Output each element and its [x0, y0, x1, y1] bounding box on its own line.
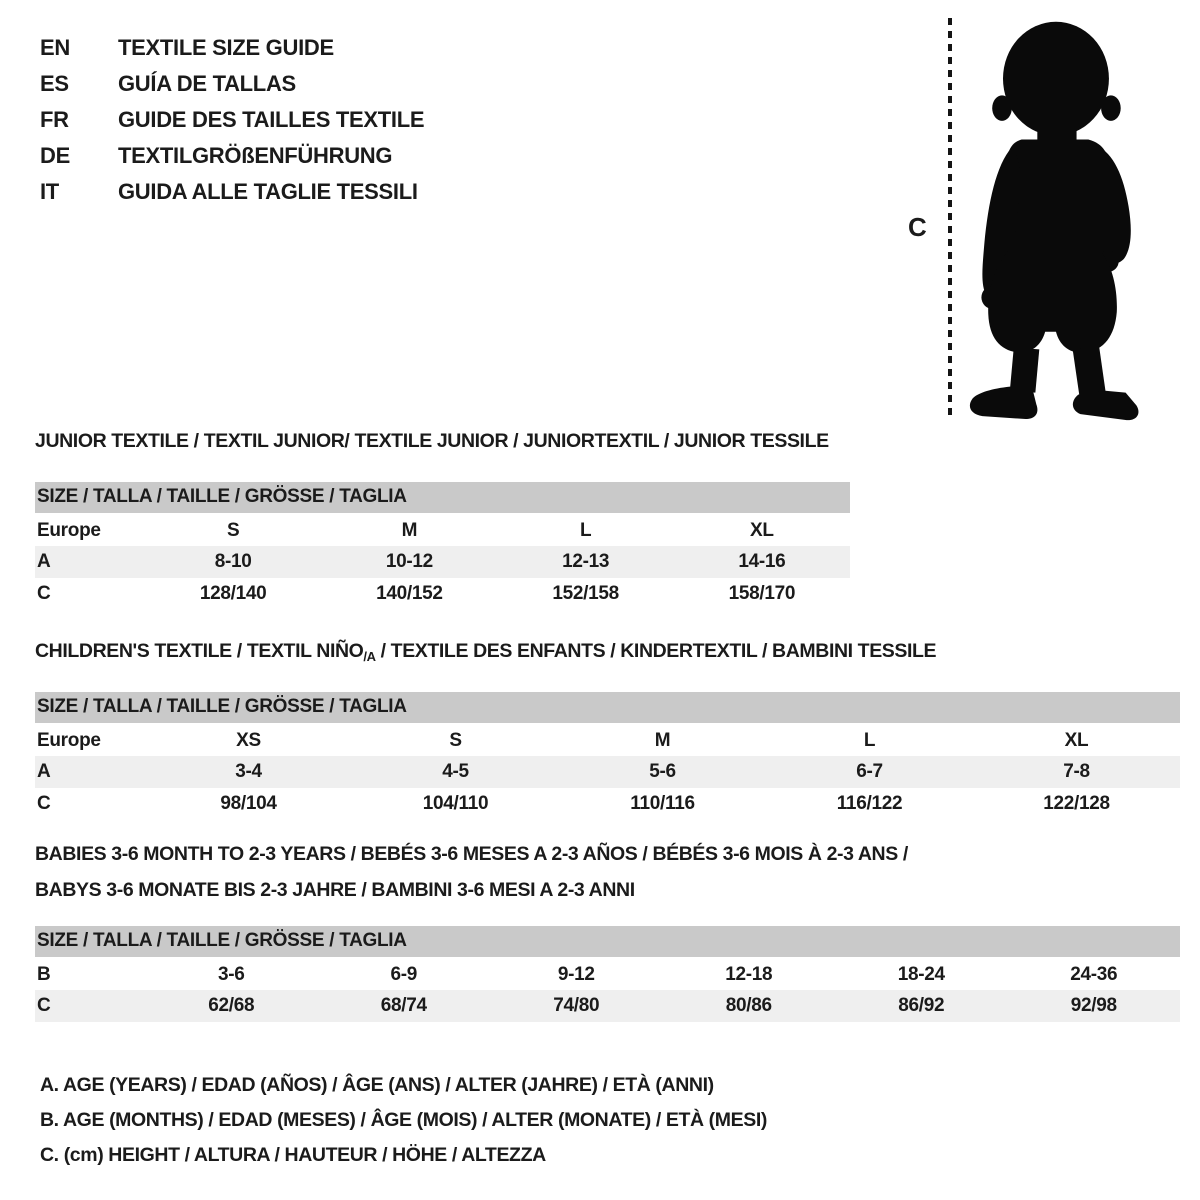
table-header-row [35, 692, 1180, 724]
size-header-band: SIZE / TALLA / TAILLE / GRÖSSE / TAGLIA [35, 926, 1180, 958]
babies-size-table [35, 926, 1180, 1022]
table-row-age [35, 546, 850, 578]
table-cell: 12-13 [498, 546, 674, 578]
table-cell: 8-10 [145, 546, 321, 578]
babies-section-title-line2: BABYS 3-6 MONATE BIS 2-3 JAHRE / BAMBINI 3-6 MESI A 2-3 ANNI [35, 879, 635, 901]
language-code: FR [40, 107, 69, 132]
table-row-height [35, 578, 850, 610]
language-row-en [40, 30, 424, 66]
size-header-band: SIZE / TALLA / TAILLE / GRÖSSE / TAGLIA [35, 482, 850, 514]
language-title: GUÍA DE TALLAS [118, 71, 296, 96]
row-label: A [35, 546, 145, 578]
table-row-height [35, 990, 1180, 1022]
language-code: ES [40, 71, 69, 96]
language-list [40, 30, 424, 210]
table-row-height [35, 788, 1180, 820]
size-column: XL [750, 519, 774, 541]
children-size-table [35, 692, 1180, 820]
legend [40, 1068, 767, 1173]
language-title: TEXTILGRÖßENFÜHRUNG [118, 143, 393, 168]
size-column: XL [1064, 729, 1089, 751]
size-column: M [654, 729, 671, 751]
table-cell: 110/116 [630, 793, 695, 814]
table-cell: 62/68 [145, 990, 318, 1022]
children-section-title [35, 640, 936, 664]
table-cell: 140/152 [376, 583, 443, 604]
table-cell: 7-8 [973, 756, 1180, 788]
junior-size-table [35, 482, 850, 610]
row-label: C [35, 990, 145, 1022]
language-title: GUIDA ALLE TAGLIE TESSILI [118, 179, 418, 204]
table-cell: 9-12 [557, 963, 595, 985]
table-row-europe [35, 514, 850, 546]
size-column: L [863, 729, 876, 751]
table-cell: 104/110 [422, 793, 489, 814]
table-cell: 3-4 [145, 756, 352, 788]
table-cell: 122/128 [1043, 793, 1110, 814]
language-row-it [40, 174, 424, 210]
table-cell: 80/86 [663, 990, 836, 1022]
children-title-subscript: /A [363, 649, 376, 664]
table-header-row [35, 926, 1180, 958]
children-title-part2: / TEXTILE DES ENFANTS / KINDERTEXTIL / BAMBINI TESSILE [375, 640, 937, 662]
table-cell: 92/98 [1008, 990, 1181, 1022]
height-measure-label: C [908, 212, 927, 242]
table-cell: 14-16 [674, 546, 850, 578]
language-code: EN [40, 35, 70, 60]
language-row-fr [40, 102, 424, 138]
table-cell: 5-6 [559, 756, 766, 788]
table-cell: 128/140 [199, 583, 267, 604]
table-cell: 3-6 [217, 963, 245, 985]
table-row-age [35, 756, 1180, 788]
language-code: IT [40, 179, 59, 204]
legend-line-age-years: A. AGE (YEARS) / EDAD (AÑOS) / ÂGE (ANS) / ALTER (JAHRE) / ETÀ (ANNI) [40, 1074, 714, 1096]
table-cell: 12-18 [725, 963, 773, 985]
row-label: C [37, 793, 51, 814]
size-header-band: SIZE / TALLA / TAILLE / GRÖSSE / TAGLIA [35, 692, 1180, 724]
language-row-de [40, 138, 424, 174]
legend-line-age-months: B. AGE (MONTHS) / EDAD (MESES) / ÂGE (MOIS) / ALTER (MONATE) / ETÀ (MESI) [40, 1109, 767, 1131]
table-cell: 24-36 [1070, 963, 1118, 985]
babies-section-title-line1: BABIES 3-6 MONTH TO 2-3 YEARS / BEBÉS 3-6 MESES A 2-3 AÑOS / BÉBÉS 3-6 MOIS À 2-3 ANS / [35, 843, 908, 865]
table-cell: 74/80 [490, 990, 663, 1022]
toddler-silhouette-image [960, 10, 1148, 422]
height-measure-dashed-line [948, 18, 952, 416]
language-title: TEXTILE SIZE GUIDE [118, 35, 334, 60]
table-cell: 152/158 [552, 583, 619, 604]
table-cell: 158/170 [728, 583, 796, 604]
row-label: C [37, 583, 51, 604]
row-label: B [37, 963, 51, 985]
table-cell: 68/74 [318, 990, 491, 1022]
children-title-part1: CHILDREN'S TEXTILE / TEXTIL NIÑO [35, 640, 364, 662]
table-cell: 10-12 [321, 546, 497, 578]
toddler-silhouette-svg [960, 10, 1148, 422]
table-cell: 6-9 [390, 963, 418, 985]
size-column: XS [236, 729, 261, 751]
table-cell: 86/92 [835, 990, 1008, 1022]
table-row-months [35, 958, 1180, 990]
table-cell: 98/104 [220, 793, 277, 814]
language-code: DE [40, 143, 70, 168]
row-label: A [35, 756, 145, 788]
table-header-row [35, 482, 850, 514]
table-cell: 116/122 [836, 793, 903, 814]
row-label: Europe [37, 519, 101, 541]
table-cell: 4-5 [352, 756, 559, 788]
size-column: S [449, 729, 462, 751]
size-column: M [401, 519, 418, 541]
size-column: L [579, 519, 592, 541]
size-column: S [226, 519, 240, 541]
legend-line-height: C. (cm) HEIGHT / ALTURA / HAUTEUR / HÖHE / ALTEZZA [40, 1144, 546, 1166]
language-row-es [40, 66, 424, 102]
table-cell: 18-24 [897, 963, 945, 985]
junior-section-title: JUNIOR TEXTILE / TEXTIL JUNIOR/ TEXTILE JUNIOR / JUNIORTEXTIL / JUNIOR TESSILE [35, 430, 829, 452]
table-row-europe [35, 724, 1180, 756]
row-label: Europe [37, 729, 101, 751]
language-title: GUIDE DES TAILLES TEXTILE [118, 107, 425, 132]
table-cell: 6-7 [766, 756, 973, 788]
